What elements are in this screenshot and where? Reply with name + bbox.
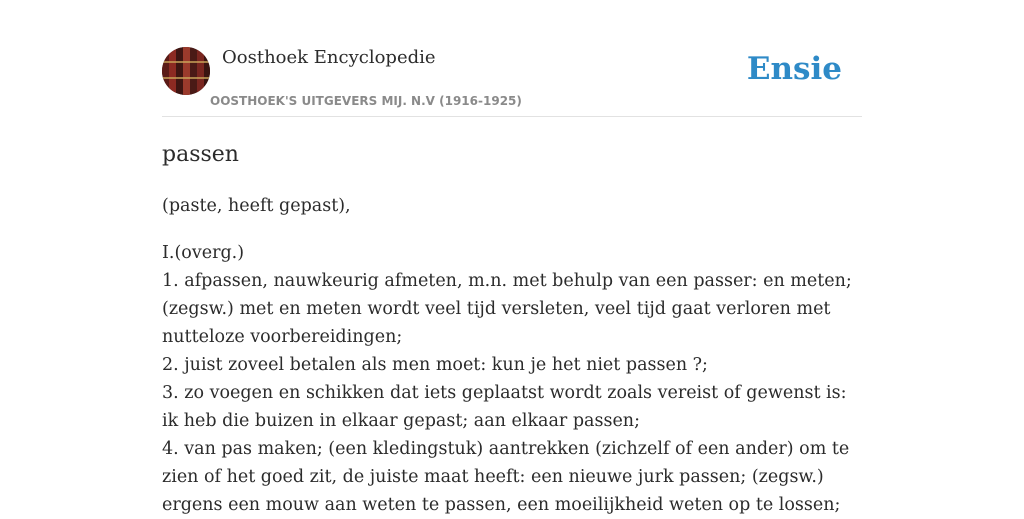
entry-definitions	[162, 239, 862, 519]
source-header	[162, 0, 862, 117]
page-container	[162, 0, 862, 515]
ensie-logo-link[interactable]: Ensie	[746, 51, 842, 87]
encyclopedia-books-icon[interactable]	[162, 47, 210, 95]
definition-item: 3. zo voegen en schikken dat iets geplaatst wordt zoals vereist of gewenst is: ik heb die buizen in elkaar gepast; aan elkaar passen;	[162, 383, 847, 431]
definition-item: 2. juist zoveel betalen als men moet: kun je het niet passen ?;	[162, 355, 708, 375]
source-publisher: OOSTHOEK'S UITGEVERS MIJ. N.V (1916-1925)	[210, 94, 522, 108]
definition-item: 4. van pas maken; (een kledingstuk) aantrekken (zichzelf of een ander) om te zien of het goed zit, de juiste maat heeft: een nieuwe jurk passen; (zegsw.) ergens een mouw aan weten te passen, een moeilijkheid weten op te lossen;	[162, 439, 850, 515]
entry-inflection: (paste, heeft gepast),	[162, 196, 351, 216]
source-title[interactable]: Oosthoek Encyclopedie	[222, 47, 436, 68]
sense-label: I.(overg.)	[162, 243, 245, 263]
entry-headword: passen	[162, 142, 239, 167]
definition-item: 1. afpassen, nauwkeurig afmeten, m.n. met behulp van een passer: en meten; (zegsw.) met en meten wordt veel tijd versleten, veel tijd gaat verloren met nutteloze voorbereidingen;	[162, 271, 852, 347]
